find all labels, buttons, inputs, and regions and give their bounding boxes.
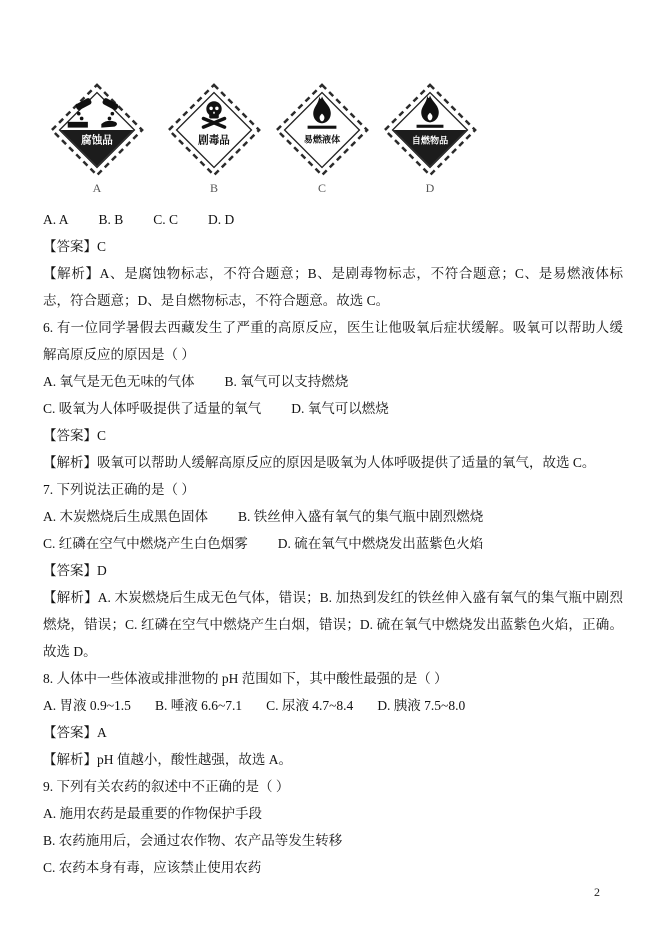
q7-analysis: A. 木炭燃烧后生成无色气体，错误；B. 加热到发红的铁丝伸入盛有氧气的集气瓶中剧烈燃烧，错误；C. 红磷在空气中燃烧产生白烟，错误；D. 硫在氧气中燃烧发出蓝紫色火焰，正确。故选 D。 — [43, 590, 623, 659]
q9-stem: 9. 下列有关农药的叙述中不正确的是（ ） — [43, 779, 290, 794]
q8-option-c: C. 尿液 4.7~8.4 — [266, 698, 354, 713]
q5-option-c: C. C — [153, 212, 179, 227]
q6-option-d: D. 氧气可以燃烧 — [291, 401, 389, 416]
q7-option-c: C. 红磷在空气中燃烧产生白色烟雾 — [43, 536, 248, 551]
q6-option-c: C. 吸氧为人体呼吸提供了适量的氧气 — [43, 401, 262, 416]
q6-stem: 6. 有一位同学暑假去西藏发生了严重的高原反应，医生让他吸氧后症状缓解。吸氧可以帮助人缓解高原反应的原因是（ ） — [43, 320, 623, 362]
q8-options-row — [43, 692, 623, 719]
q5-option-b: B. B — [98, 212, 124, 227]
analysis-label: 【解析】 — [43, 590, 98, 605]
q5-option-d: D. D — [208, 212, 235, 227]
answer-label: 【答案】 — [43, 428, 97, 443]
q6-options-row-1 — [43, 368, 623, 395]
flame-icon — [274, 82, 370, 178]
q5-option-a: A. A — [43, 212, 69, 227]
q8-option-b: B. 唾液 6.6~7.1 — [154, 698, 243, 713]
q7-analysis-line — [43, 584, 623, 665]
hazard-sign-figure — [0, 82, 661, 204]
exam-text — [43, 206, 623, 881]
answer-label: 【答案】 — [43, 239, 97, 254]
q7-option-d: D. 硫在氧气中燃烧发出蓝紫色火焰 — [277, 536, 484, 551]
q8-answer: A — [97, 725, 107, 740]
q5-answer: C — [97, 239, 107, 254]
flame-icon — [382, 82, 478, 178]
q5-answer-line — [43, 233, 623, 260]
answer-label: 【答案】 — [43, 725, 97, 740]
hazard-sign-toxic — [165, 82, 263, 194]
q7-option-b: B. 铁丝伸入盛有氧气的集气瓶中剧烈燃烧 — [238, 509, 484, 524]
q7-options-row-2 — [43, 530, 623, 557]
q6-analysis: 吸氧可以帮助人缓解高原反应的原因是吸氧为人体呼吸提供了适量的氧气，故选 C。 — [97, 455, 596, 470]
sign-label: 易燃液体 — [303, 134, 341, 145]
sign-label: 腐蚀品 — [81, 135, 113, 147]
corrosive-icon — [49, 82, 145, 178]
sign-letter: A — [92, 181, 102, 195]
sign-label: 自燃物品 — [411, 135, 449, 146]
q7-answer: D — [97, 563, 107, 578]
sign-letter: C — [317, 181, 326, 195]
q8-option-d: D. 胰液 7.5~8.0 — [377, 698, 466, 713]
q6-answer: C — [97, 428, 107, 443]
q6-option-a: A. 氧气是无色无味的气体 — [43, 374, 195, 389]
q9-option-c: C. 农药本身有毒，应该禁止使用农药 — [43, 860, 262, 875]
q7-options-row-1 — [43, 503, 623, 530]
hazard-sign-spontaneous-combustion — [381, 82, 479, 194]
analysis-label: 【解析】 — [43, 752, 97, 767]
sign-letter: B — [209, 181, 218, 195]
q8-analysis: pH 值越小，酸性越强，故选 A。 — [97, 752, 292, 767]
q5-analysis: A、是腐蚀物标志，不符合题意；B、是剧毒物标志，不符合题意；C、是易燃液体标志，符合题意；D、是自燃物标志，不符合题意。故选 C。 — [43, 266, 623, 308]
q6-analysis-line — [43, 449, 623, 476]
q7-stem: 7. 下列说法正确的是（ ） — [43, 482, 195, 497]
q7-option-a: A. 木炭燃烧后生成黑色固体 — [43, 509, 208, 524]
q8-stem: 8. 人体中一些体液或排泄物的 pH 范围如下，其中酸性最强的是（ ） — [43, 671, 448, 686]
sign-label: 剧毒品 — [198, 135, 230, 147]
q5-analysis-line — [43, 260, 623, 314]
q5-options-row — [43, 206, 623, 233]
q6-answer-line — [43, 422, 623, 449]
page-number: 2 — [594, 885, 600, 899]
answer-label: 【答案】 — [43, 563, 97, 578]
q6-option-b: B. 氧气可以支持燃烧 — [224, 374, 349, 389]
analysis-label: 【解析】 — [43, 266, 100, 281]
q8-answer-line — [43, 719, 623, 746]
hazard-sign-corrosive — [48, 82, 146, 194]
sign-letter: D — [425, 181, 435, 195]
q6-options-row-2 — [43, 395, 623, 422]
q8-analysis-line — [43, 746, 623, 773]
hazard-sign-flammable-liquid — [273, 82, 371, 194]
q9-option-a: A. 施用农药是最重要的作物保护手段 — [43, 806, 262, 821]
q8-option-a: A. 胃液 0.9~1.5 — [43, 698, 131, 713]
q7-answer-line — [43, 557, 623, 584]
q9-option-b: B. 农药施用后，会通过农作物、农产品等发生转移 — [43, 833, 343, 848]
analysis-label: 【解析】 — [43, 455, 97, 470]
skull-icon — [166, 82, 262, 178]
